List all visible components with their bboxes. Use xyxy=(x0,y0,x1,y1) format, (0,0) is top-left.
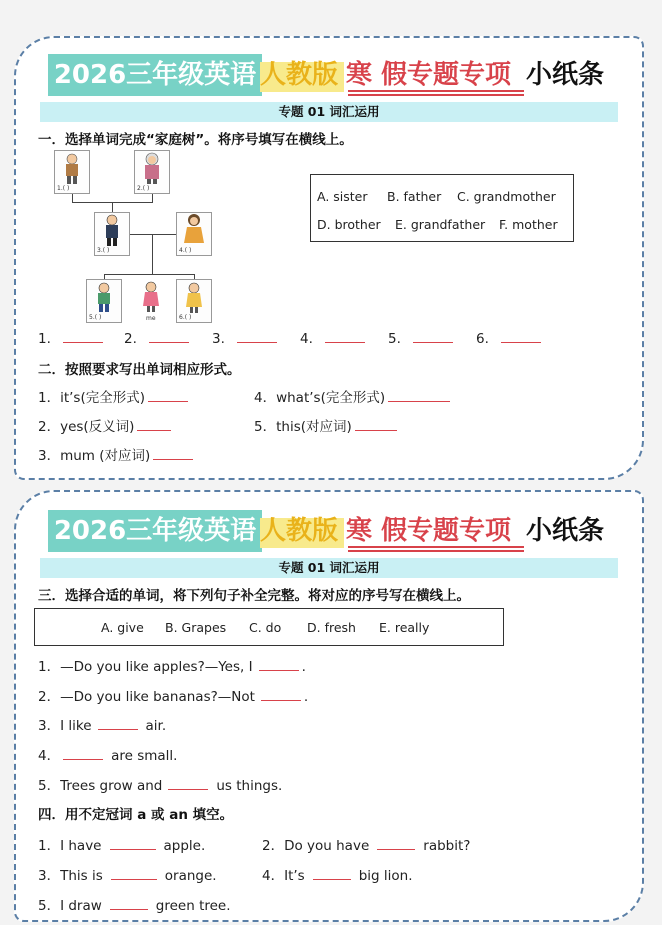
banner-part-b: 人教版 xyxy=(260,516,339,546)
item-text: 2．yes(反义词) xyxy=(38,419,135,435)
answer-blank[interactable] xyxy=(261,688,301,701)
section4-item xyxy=(38,864,217,884)
item-text: 3．I like xyxy=(38,718,92,734)
answer-item xyxy=(212,330,280,347)
section2-item xyxy=(38,386,191,406)
section3-title: 三．选择合适的单词，将下列句子补全完整。将对应的序号写在横线上。 xyxy=(38,588,470,604)
item-text: 3．mum (对应词) xyxy=(38,448,151,464)
item-text: 4． xyxy=(38,748,61,764)
title-banner-1 xyxy=(34,54,624,96)
answer-blank[interactable] xyxy=(313,867,351,880)
item-text: are small. xyxy=(111,748,178,764)
answer-number: 1. xyxy=(38,331,51,347)
answer-blank[interactable] xyxy=(325,330,365,343)
title-banner-2 xyxy=(34,510,624,552)
item-text: rabbit? xyxy=(423,838,471,854)
option: B. Grapes xyxy=(165,620,227,635)
banner-part-a: 2026三年级英语 xyxy=(48,54,262,96)
tree-label: 2.( ) xyxy=(137,185,150,192)
item-text: 2．—Do you like bananas?—Not xyxy=(38,689,255,705)
banner-part-b: 人教版 xyxy=(260,60,339,90)
item-text: 5．I draw xyxy=(38,898,102,914)
section4-item xyxy=(262,864,413,884)
answer-item xyxy=(476,330,544,347)
answer-item xyxy=(124,330,192,347)
item-text: green tree. xyxy=(155,898,231,914)
answer-blank[interactable] xyxy=(149,330,189,343)
answer-blank[interactable] xyxy=(153,447,193,460)
tree-label: me xyxy=(146,315,156,322)
item-text: 5．this(对应词) xyxy=(254,419,352,435)
answer-blank[interactable] xyxy=(137,418,171,431)
answer-item xyxy=(38,330,106,347)
section3-item xyxy=(38,714,166,734)
father-figure-icon xyxy=(94,212,130,256)
banner-part-c: 寒 假专题专项 xyxy=(346,516,512,546)
option: A. give xyxy=(101,620,144,635)
item-text: 3．This is xyxy=(38,868,103,884)
answer-number: 3. xyxy=(212,331,225,347)
tree-line xyxy=(130,234,176,235)
topic-label-2: 专题 01 词汇运用 xyxy=(40,558,618,578)
section4-item xyxy=(38,834,205,854)
tree-line xyxy=(104,274,194,275)
answer-number: 5. xyxy=(388,331,401,347)
banner-underline xyxy=(348,94,524,96)
item-text: big lion. xyxy=(358,868,413,884)
option: D. brother xyxy=(317,217,381,232)
option: B. father xyxy=(387,189,442,204)
answer-blank[interactable] xyxy=(63,747,103,760)
item-text: 1．it’s(完全形式) xyxy=(38,390,145,406)
item-text: orange. xyxy=(164,868,217,884)
item-text: us things. xyxy=(216,778,283,794)
option: C. do xyxy=(249,620,282,635)
answer-blank[interactable] xyxy=(110,837,156,850)
banner-part-d: 小纸条 xyxy=(526,516,605,546)
banner-part-d: 小纸条 xyxy=(526,60,605,90)
item-text: 1．—Do you like apples?—Yes, I xyxy=(38,659,253,675)
item-text: 4．It’s xyxy=(262,868,305,884)
tree-label: 1.( ) xyxy=(57,185,70,192)
answer-item xyxy=(300,330,368,347)
banner-underline xyxy=(348,546,524,548)
option: D. fresh xyxy=(307,620,356,635)
tree-label: 4.( ) xyxy=(179,247,192,254)
option: E. really xyxy=(379,620,430,635)
banner-part-a: 2026三年级英语 xyxy=(48,510,262,552)
grandmother-figure-icon xyxy=(134,150,170,194)
tree-label: 6.( ) xyxy=(179,314,192,321)
answer-blank[interactable] xyxy=(110,897,148,910)
answer-blank[interactable] xyxy=(237,330,277,343)
mother-figure-icon xyxy=(176,212,212,256)
answer-blank[interactable] xyxy=(388,389,450,402)
section2-item xyxy=(38,444,196,464)
section3-item xyxy=(38,744,177,764)
sister-figure-icon xyxy=(176,279,212,323)
banner-underline xyxy=(348,550,524,552)
section3-item xyxy=(38,774,282,794)
section2-item xyxy=(254,386,453,406)
answer-item xyxy=(388,330,456,347)
answer-blank[interactable] xyxy=(148,389,188,402)
answer-blank[interactable] xyxy=(355,418,397,431)
topic-label-1: 专题 01 词汇运用 xyxy=(40,102,618,122)
item-text: 4．what’s(完全形式) xyxy=(254,390,386,406)
tree-line xyxy=(112,202,113,212)
answer-number: 4. xyxy=(300,331,313,347)
answer-blank[interactable] xyxy=(168,777,208,790)
answer-number: 6. xyxy=(476,331,489,347)
section3-item xyxy=(38,655,306,675)
grandfather-figure-icon xyxy=(54,150,90,194)
item-text: 1．I have xyxy=(38,838,102,854)
answer-blank[interactable] xyxy=(501,330,541,343)
answer-blank[interactable] xyxy=(111,867,157,880)
tree-line xyxy=(152,194,153,202)
item-text: . xyxy=(303,689,309,705)
tree-line xyxy=(152,234,153,274)
me-figure-icon xyxy=(134,279,170,323)
section3-item xyxy=(38,685,308,705)
answer-blank[interactable] xyxy=(413,330,453,343)
answer-number: 2. xyxy=(124,331,137,347)
banner-underline xyxy=(348,90,524,92)
option: E. grandfather xyxy=(395,217,486,232)
item-text: apple. xyxy=(163,838,206,854)
section4-title: 四．用不定冠词 a 或 an 填空。 xyxy=(38,807,234,823)
item-text: 2．Do you have xyxy=(262,838,370,854)
section3-options-box xyxy=(34,608,504,646)
tree-label: 5.( ) xyxy=(89,314,102,321)
option: C. grandmother xyxy=(457,189,556,204)
banner-part-c: 寒 假专题专项 xyxy=(346,60,512,90)
section2-title: 二．按照要求写出单词相应形式。 xyxy=(38,362,241,378)
answer-blank[interactable] xyxy=(63,330,103,343)
item-text: . xyxy=(301,659,306,675)
section1-title: 一．选择单词完成“家庭树”。将序号填写在横线上。 xyxy=(38,132,353,148)
tree-line xyxy=(72,194,73,202)
option: A. sister xyxy=(317,189,368,204)
brother-figure-icon xyxy=(86,279,122,323)
item-text: 5．Trees grow and xyxy=(38,778,163,794)
answer-blank[interactable] xyxy=(377,837,415,850)
section2-item xyxy=(254,415,400,435)
item-text: air. xyxy=(145,718,167,734)
section2-item xyxy=(38,415,174,435)
section1-options-box xyxy=(310,174,574,242)
option: F. mother xyxy=(499,217,558,232)
section4-item xyxy=(262,834,470,854)
tree-label: 3.( ) xyxy=(97,247,110,254)
answer-blank[interactable] xyxy=(259,658,299,671)
section4-item xyxy=(38,894,231,914)
worksheet-card-2 xyxy=(14,490,644,922)
answer-blank[interactable] xyxy=(98,717,138,730)
